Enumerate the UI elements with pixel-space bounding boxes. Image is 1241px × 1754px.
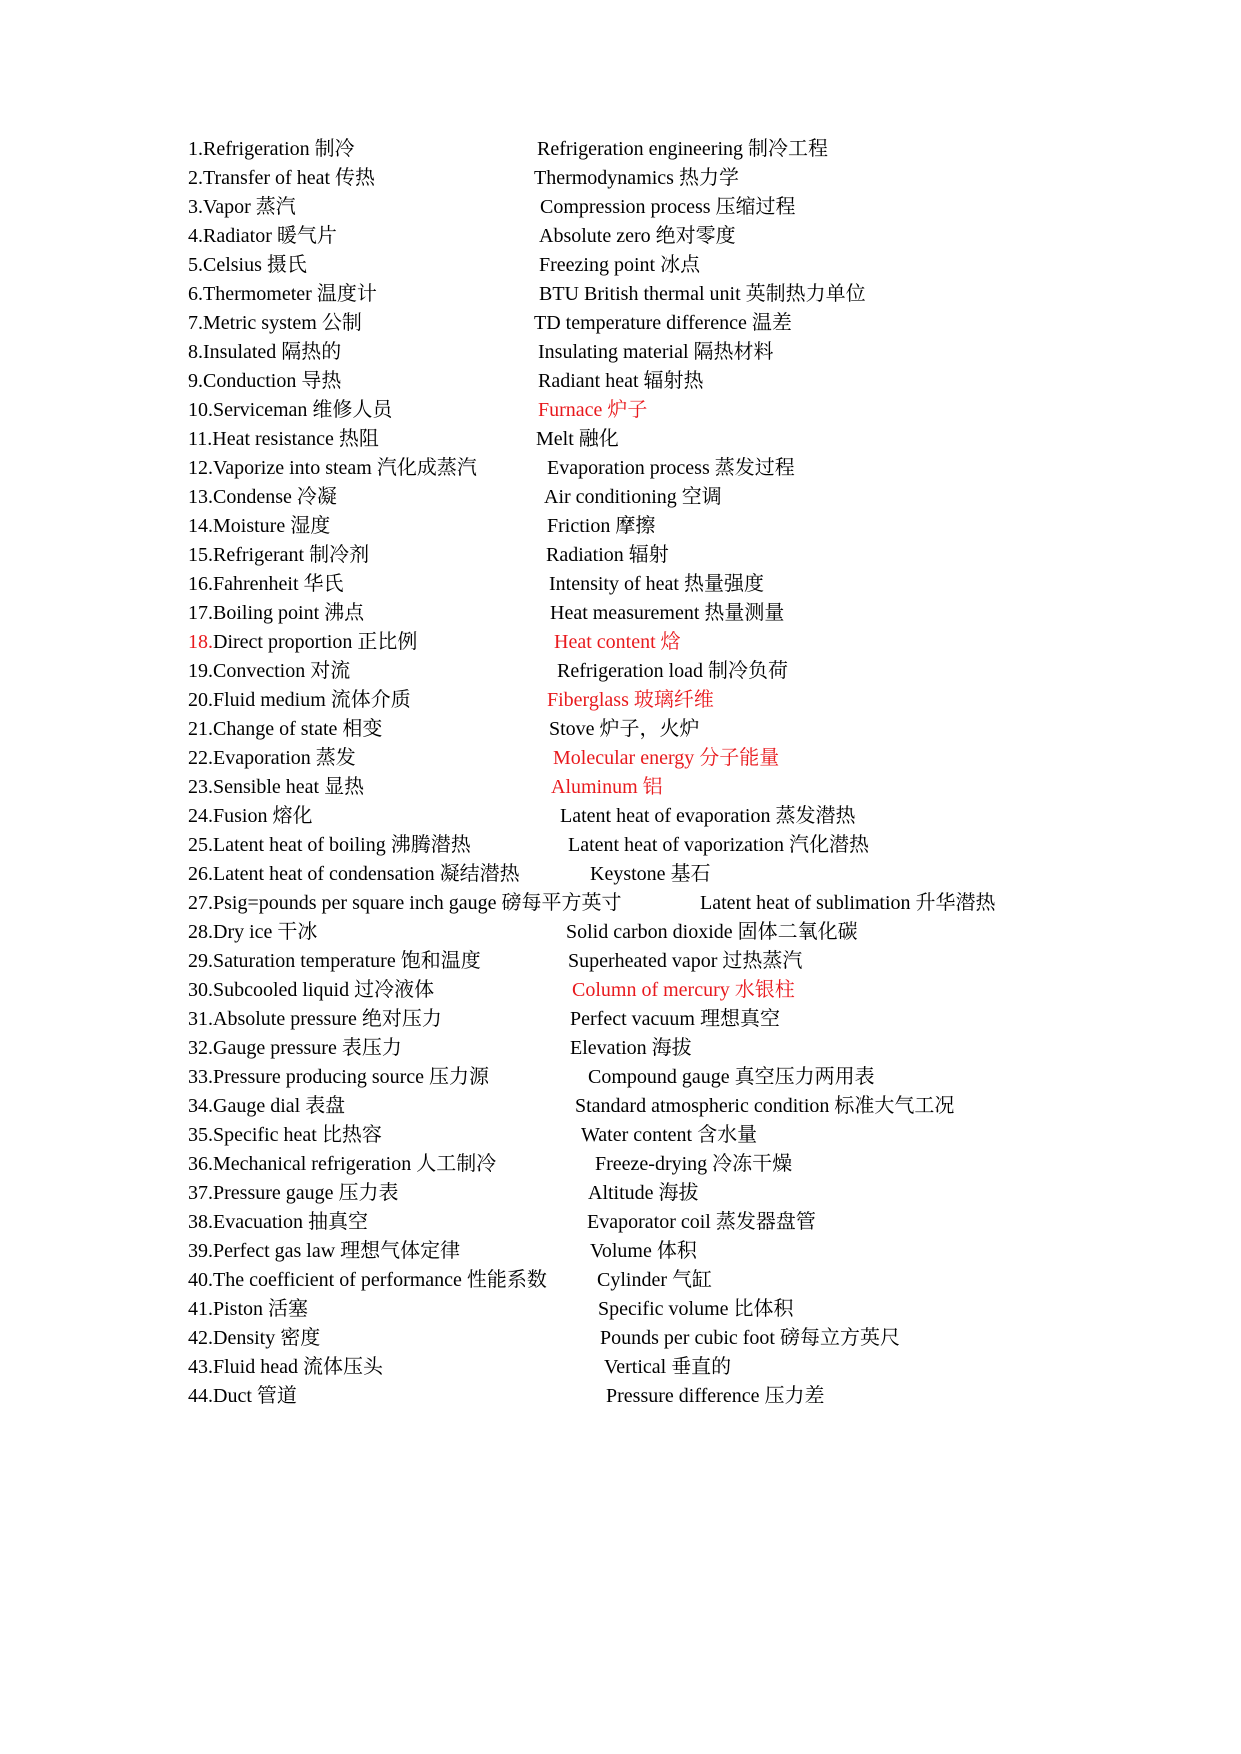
term-left-text: Evaporation 蒸发: [213, 747, 356, 769]
term-right: Elevation 海拔: [570, 1037, 692, 1059]
term-right: Vertical 垂直的: [604, 1356, 732, 1378]
term-right: Latent heat of vaporization 汽化潜热: [568, 834, 870, 856]
glossary-row: [0, 366, 1241, 396]
term-left: [188, 308, 362, 338]
term-left: [188, 221, 337, 251]
term-left-text: Evacuation 抽真空: [213, 1211, 368, 1233]
glossary-row: [0, 424, 1241, 454]
term-left: [188, 192, 296, 222]
term-left-text: The coefficient of performance 性能系数: [213, 1269, 547, 1291]
term-right: Solid carbon dioxide 固体二氧化碳: [566, 921, 858, 943]
term-left-text: Sensible heat 显热: [213, 776, 365, 798]
term-left: [188, 1004, 442, 1034]
term-left-text: Vapor 蒸汽: [203, 196, 296, 218]
term-left: [188, 801, 312, 831]
term-right: Fiberglass 玻璃纤维: [547, 689, 714, 711]
term-left-text: Radiator 暖气片: [203, 225, 337, 247]
term-right: Evaporation process 蒸发过程: [547, 457, 795, 479]
term-right: Water content 含水量: [581, 1124, 758, 1146]
glossary-row: [0, 308, 1241, 338]
glossary-row: [0, 1294, 1241, 1324]
term-left: [188, 830, 471, 860]
term-number: 34.: [188, 1095, 213, 1117]
term-right: Heat measurement 热量测量: [550, 602, 785, 624]
term-left-text: Celsius 摄氏: [203, 254, 307, 276]
term-left: [188, 453, 477, 483]
term-right: Refrigeration load 制冷负荷: [557, 660, 789, 682]
term-left-text: Piston 活塞: [213, 1298, 309, 1320]
glossary-row: [0, 453, 1241, 483]
term-left-text: Specific heat 比热容: [213, 1124, 382, 1146]
glossary-row: [0, 888, 1241, 918]
term-number: 39.: [188, 1240, 213, 1262]
term-left-text: Absolute pressure 绝对压力: [213, 1008, 442, 1030]
term-left: [188, 1381, 297, 1411]
glossary-row: [0, 1149, 1241, 1179]
term-left: [188, 163, 375, 193]
term-number: 4.: [188, 225, 203, 247]
glossary-row: [0, 772, 1241, 802]
term-left: [188, 888, 621, 918]
term-left-text: Fusion 熔化: [213, 805, 313, 827]
term-left-text: Condense 冷凝: [213, 486, 337, 508]
glossary-row: [0, 540, 1241, 570]
term-right: BTU British thermal unit 英制热力单位: [539, 283, 866, 305]
glossary-row: [0, 569, 1241, 599]
term-number: 5.: [188, 254, 203, 276]
term-left: [188, 511, 330, 541]
glossary-row: [0, 946, 1241, 976]
glossary-row: [0, 1004, 1241, 1034]
term-left: [188, 482, 337, 512]
term-left-text: Gauge pressure 表压力: [213, 1037, 402, 1059]
term-left-text: Subcooled liquid 过冷液体: [213, 979, 435, 1001]
term-left-text: Saturation temperature 饱和温度: [213, 950, 481, 972]
term-number: 15.: [188, 544, 213, 566]
term-right: Heat content 焓: [554, 631, 681, 653]
term-number: 10.: [188, 399, 213, 421]
glossary-row: [0, 511, 1241, 541]
term-left-text: Refrigeration 制冷: [203, 138, 355, 160]
term-number: 27.: [188, 892, 213, 914]
term-left-text: Serviceman 维修人员: [213, 399, 393, 421]
term-left-text: Metric system 公制: [203, 312, 362, 334]
term-number: 35.: [188, 1124, 213, 1146]
term-number: 1.: [188, 138, 203, 160]
glossary-row: [0, 1091, 1241, 1121]
term-number: 3.: [188, 196, 203, 218]
glossary-row: [0, 917, 1241, 947]
glossary-row: [0, 1062, 1241, 1092]
term-number: 42.: [188, 1327, 213, 1349]
term-number: 11.: [188, 428, 213, 450]
term-number: 16.: [188, 573, 213, 595]
term-number: 22.: [188, 747, 213, 769]
glossary-row: [0, 1352, 1241, 1382]
term-left: [188, 1149, 496, 1179]
term-right: Column of mercury 水银柱: [572, 979, 795, 1001]
term-number: 6.: [188, 283, 203, 305]
glossary-row: [0, 337, 1241, 367]
term-right: Radiation 辐射: [546, 544, 669, 566]
term-right: Freeze-drying 冷冻干燥: [595, 1153, 793, 1175]
glossary-row: [0, 1178, 1241, 1208]
term-number: 23.: [188, 776, 213, 798]
glossary-row: [0, 482, 1241, 512]
term-right: Evaporator coil 蒸发器盘管: [587, 1211, 816, 1233]
glossary-row: [0, 627, 1241, 657]
term-number: 24.: [188, 805, 213, 827]
term-right: Latent heat of evaporation 蒸发潜热: [560, 805, 856, 827]
term-number: 21.: [188, 718, 213, 740]
term-left: [188, 1178, 399, 1208]
term-left: [188, 598, 364, 628]
glossary-row: [0, 714, 1241, 744]
term-number: 9.: [188, 370, 203, 392]
term-left: [188, 743, 356, 773]
term-left-text: Perfect gas law 理想气体定律: [213, 1240, 461, 1262]
term-number: 29.: [188, 950, 213, 972]
glossary-row: [0, 221, 1241, 251]
term-right: Superheated vapor 过热蒸汽: [568, 950, 803, 972]
term-left: [188, 656, 350, 686]
term-number: 17.: [188, 602, 213, 624]
term-number: 36.: [188, 1153, 213, 1175]
term-right: Perfect vacuum 理想真空: [570, 1008, 780, 1030]
glossary-row: [0, 279, 1241, 309]
term-left: [188, 1352, 383, 1382]
term-number: 19.: [188, 660, 213, 682]
term-left: [188, 134, 355, 164]
term-right: Friction 摩擦: [547, 515, 656, 537]
term-left-text: Refrigerant 制冷剂: [213, 544, 370, 566]
term-left-text: Heat resistance 热阻: [212, 428, 379, 450]
term-number: 20.: [188, 689, 213, 711]
term-right: Pounds per cubic foot 磅每立方英尺: [600, 1327, 900, 1349]
term-left-text: Convection 对流: [213, 660, 351, 682]
term-left-text: Density 密度: [213, 1327, 321, 1349]
term-number: 43.: [188, 1356, 213, 1378]
term-right: Furnace 炉子: [538, 399, 648, 421]
term-left: [188, 714, 382, 744]
term-number: 8.: [188, 341, 203, 363]
term-right: Intensity of heat 热量强度: [549, 573, 764, 595]
term-left: [188, 1323, 320, 1353]
term-left: [188, 1091, 345, 1121]
term-right: Pressure difference 压力差: [606, 1385, 825, 1407]
term-right: Cylinder 气缸: [597, 1269, 712, 1291]
term-right: Absolute zero 绝对零度: [539, 225, 736, 247]
term-left: [188, 627, 417, 657]
term-number: 30.: [188, 979, 213, 1001]
term-left-text: Psig=pounds per square inch gauge 磅每平方英寸: [213, 892, 622, 914]
term-left: [188, 685, 411, 715]
term-number: 32.: [188, 1037, 213, 1059]
glossary-row: [0, 163, 1241, 193]
glossary-row: [0, 192, 1241, 222]
glossary-row: [0, 1265, 1241, 1295]
term-right: Freezing point 冰点: [539, 254, 701, 276]
term-left-text: Direct proportion 正比例: [213, 631, 418, 653]
term-right: TD temperature difference 温差: [534, 312, 792, 334]
term-left: [188, 395, 392, 425]
term-right: Molecular energy 分子能量: [553, 747, 780, 769]
glossary-row: [0, 830, 1241, 860]
glossary-row: [0, 1033, 1241, 1063]
term-left-text: Dry ice 干冰: [213, 921, 318, 943]
term-number: 7.: [188, 312, 203, 334]
term-left: [188, 1207, 368, 1237]
term-right: Keystone 基石: [590, 863, 711, 885]
term-left: [188, 975, 434, 1005]
term-right: Compression process 压缩过程: [540, 196, 796, 218]
term-right: Thermodynamics 热力学: [534, 167, 739, 189]
term-left-text: Pressure producing source 压力源: [213, 1066, 490, 1088]
term-number: 25.: [188, 834, 213, 856]
glossary-row: [0, 1207, 1241, 1237]
term-right: Insulating material 隔热材料: [538, 341, 774, 363]
term-number: 18.: [188, 631, 213, 653]
term-number: 37.: [188, 1182, 213, 1204]
term-right: Air conditioning 空调: [544, 486, 722, 508]
term-left: [188, 337, 341, 367]
term-left-text: Boiling point 沸点: [213, 602, 365, 624]
glossary-row: [0, 743, 1241, 773]
term-right: Altitude 海拔: [588, 1182, 699, 1204]
term-number: 41.: [188, 1298, 213, 1320]
term-left-text: Insulated 隔热的: [203, 341, 342, 363]
glossary-row: [0, 134, 1241, 164]
term-number: 31.: [188, 1008, 213, 1030]
term-left-text: Fluid medium 流体介质: [213, 689, 411, 711]
term-right: Aluminum 铝: [551, 776, 663, 798]
glossary-row: [0, 685, 1241, 715]
term-left-text: Change of state 相变: [213, 718, 383, 740]
term-left-text: Duct 管道: [213, 1385, 297, 1407]
term-right: Standard atmospheric condition 标准大气工况: [575, 1095, 955, 1117]
term-number: 38.: [188, 1211, 213, 1233]
term-left-text: Moisture 湿度: [213, 515, 331, 537]
glossary-row: [0, 1236, 1241, 1266]
term-right: Specific volume 比体积: [598, 1298, 794, 1320]
term-left: [188, 540, 369, 570]
term-right: Radiant heat 辐射热: [538, 370, 704, 392]
term-number: 26.: [188, 863, 213, 885]
term-left: [188, 1033, 402, 1063]
glossary-row: [0, 975, 1241, 1005]
term-left-text: Conduction 导热: [203, 370, 342, 392]
term-left-text: Fahrenheit 华氏: [213, 573, 344, 595]
term-left: [188, 859, 520, 889]
glossary-row: [0, 1381, 1241, 1411]
glossary-row: [0, 598, 1241, 628]
term-left-text: Transfer of heat 传热: [203, 167, 376, 189]
term-right: Melt 融化: [536, 428, 619, 450]
term-left-text: Fluid head 流体压头: [213, 1356, 383, 1378]
glossary-row: [0, 1120, 1241, 1150]
term-left: [188, 1294, 308, 1324]
term-number: 2.: [188, 167, 203, 189]
term-right: Volume 体积: [590, 1240, 697, 1262]
term-left: [188, 1120, 382, 1150]
term-number: 40.: [188, 1269, 213, 1291]
term-left: [188, 250, 307, 280]
term-left: [188, 946, 481, 976]
term-left: [188, 1265, 547, 1295]
term-left: [188, 279, 377, 309]
term-left: [188, 1062, 489, 1092]
term-number: 44.: [188, 1385, 213, 1407]
term-right: Compound gauge 真空压力两用表: [588, 1066, 875, 1088]
term-left-text: Latent heat of boiling 沸腾潜热: [213, 834, 471, 856]
glossary-row: [0, 395, 1241, 425]
term-left-text: Vaporize into steam 汽化成蒸汽: [213, 457, 477, 479]
glossary-row: [0, 1323, 1241, 1353]
term-right: Stove 炉子，火炉: [549, 718, 700, 740]
term-right: Latent heat of sublimation 升华潜热: [700, 892, 996, 914]
glossary-row: [0, 656, 1241, 686]
term-left: [188, 772, 364, 802]
term-left-text: Pressure gauge 压力表: [213, 1182, 399, 1204]
glossary-row: [0, 801, 1241, 831]
glossary-row: [0, 250, 1241, 280]
term-left: [188, 1236, 460, 1266]
term-left: [188, 569, 344, 599]
term-number: 33.: [188, 1066, 213, 1088]
term-left-text: Mechanical refrigeration 人工制冷: [213, 1153, 497, 1175]
term-left-text: Latent heat of condensation 凝结潜热: [213, 863, 520, 885]
glossary-row: [0, 859, 1241, 889]
term-left-text: Gauge dial 表盘: [213, 1095, 346, 1117]
term-left: [188, 424, 379, 454]
term-left: [188, 917, 317, 947]
term-left-text: Thermometer 温度计: [203, 283, 377, 305]
term-number: 28.: [188, 921, 213, 943]
term-number: 12.: [188, 457, 213, 479]
term-number: 13.: [188, 486, 213, 508]
term-left: [188, 366, 341, 396]
term-right: Refrigeration engineering 制冷工程: [537, 138, 829, 160]
term-number: 14.: [188, 515, 213, 537]
